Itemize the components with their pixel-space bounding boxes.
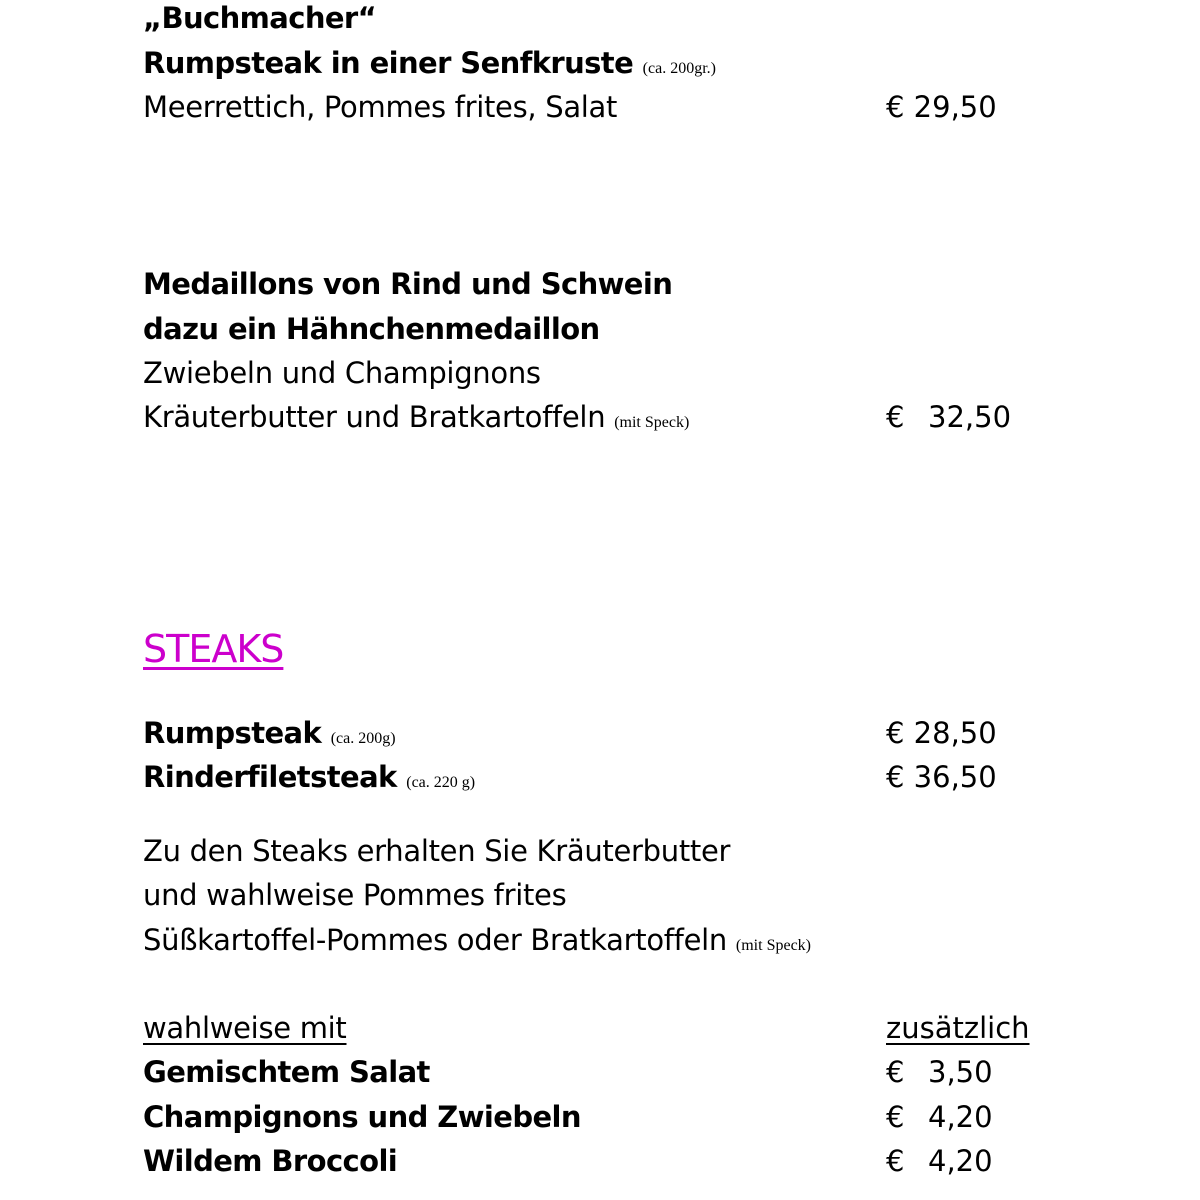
extras-header-left: wahlweise mit — [143, 1011, 347, 1045]
price-value: 4,20 — [928, 1144, 993, 1178]
price-value: 32,50 — [928, 400, 1012, 434]
price-currency: € — [886, 1144, 905, 1178]
steak-note: (ca. 220 g) — [406, 774, 476, 791]
dish-title-text: Rumpsteak in einer Senfkruste — [143, 46, 634, 80]
extra-item-price — [886, 1100, 993, 1134]
steak-price: € 36,50 — [886, 760, 997, 794]
steak-info-line — [143, 923, 811, 957]
steak-item — [143, 760, 476, 794]
steak-info-text: Süßkartoffel-Pommes oder Bratkartoffeln — [143, 923, 727, 957]
steak-name: Rinderfiletsteak — [143, 760, 397, 794]
price-currency: € — [886, 400, 905, 434]
dish-title-line: dazu ein Hähnchenmedaillon — [143, 312, 600, 346]
price-currency: € — [886, 1055, 905, 1089]
price-value: 4,20 — [928, 1100, 993, 1134]
steak-item — [143, 716, 396, 750]
dish-sides-line — [143, 400, 690, 434]
dish-sides-note: (mit Speck) — [614, 414, 690, 431]
steak-note: (ca. 200g) — [330, 730, 396, 747]
extra-item-price — [886, 1144, 993, 1178]
dish-title-note: (ca. 200gr.) — [642, 60, 716, 77]
section-heading-steaks: STEAKS — [143, 627, 284, 671]
extra-item-name: Gemischtem Salat — [143, 1055, 430, 1089]
dish-sides: Meerrettich, Pommes frites, Salat — [143, 90, 618, 124]
dish-tag: „Buchmacher“ — [143, 1, 377, 35]
steak-info-note: (mit Speck) — [735, 937, 811, 954]
steak-info-line: Zu den Steaks erhalten Sie Kräuterbutter — [143, 834, 731, 868]
steak-price: € 28,50 — [886, 716, 997, 750]
steak-name: Rumpsteak — [143, 716, 322, 750]
dish-sides-text: Kräuterbutter und Bratkartoffeln — [143, 400, 606, 434]
dish-sides-line: Zwiebeln und Champignons — [143, 356, 541, 390]
extra-item-name: Champignons und Zwiebeln — [143, 1100, 581, 1134]
steak-info-line: und wahlweise Pommes frites — [143, 878, 567, 912]
extra-item-price — [886, 1055, 993, 1089]
price-value: 3,50 — [928, 1055, 993, 1089]
dish-price — [886, 400, 1012, 434]
extras-header-right: zusätzlich — [886, 1011, 1030, 1045]
dish-price: € 29,50 — [886, 90, 997, 124]
dish-title — [143, 46, 716, 80]
dish-title-line: Medaillons von Rind und Schwein — [143, 267, 673, 301]
price-currency: € — [886, 1100, 905, 1134]
extra-item-name: Wildem Broccoli — [143, 1144, 398, 1178]
